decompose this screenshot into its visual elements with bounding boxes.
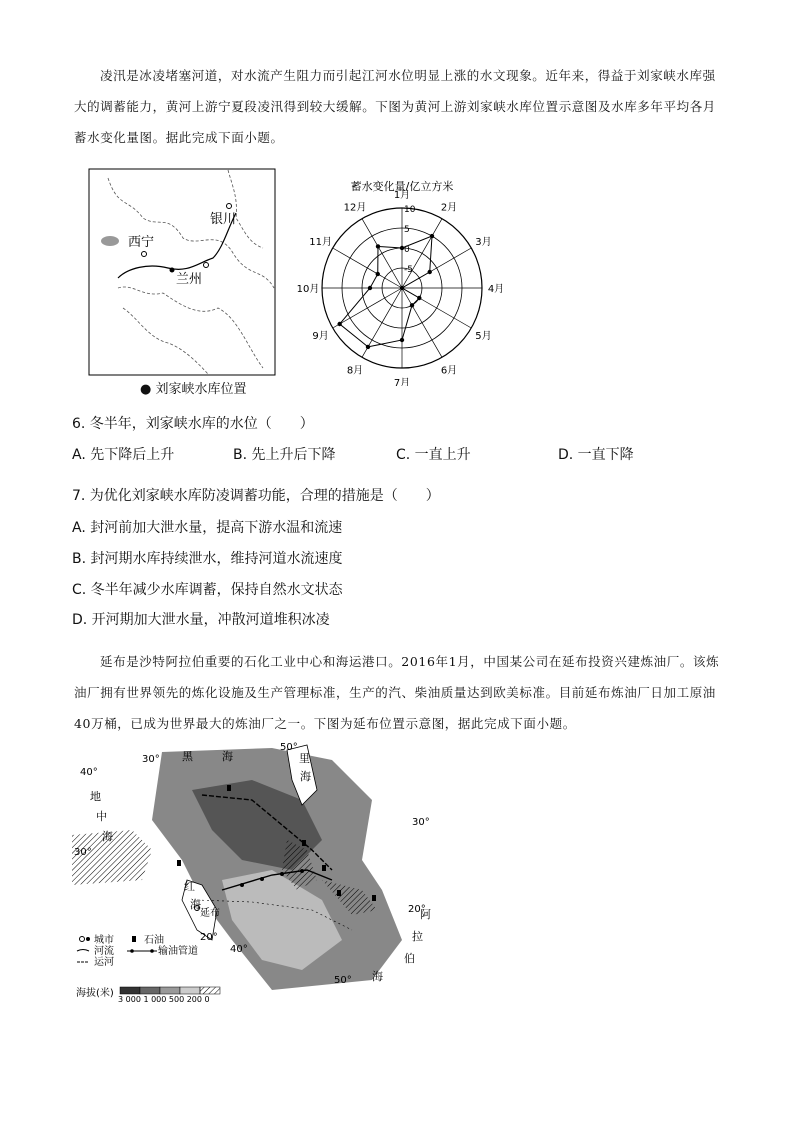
liujiaxia-location-map: [88, 168, 278, 380]
radar-tick-label: 0: [404, 245, 410, 255]
lat-label-3: 30°: [74, 847, 92, 858]
elevation-scale-bar: [120, 987, 220, 994]
arabian-sea-char-4: 海: [372, 970, 383, 983]
caspian-char-2: 海: [300, 770, 311, 783]
q7-option-b[interactable]: B. 封河期水库持续泄水，维持河道水流速度: [72, 551, 343, 567]
radar-point: [417, 296, 421, 300]
lon-label-2: 40°: [230, 944, 248, 955]
radar-spoke: [333, 248, 402, 288]
red-sea-char-2: 海: [190, 898, 201, 911]
elevation-scale-label: 海拔(米): [76, 988, 114, 999]
chart-title: 蓄水变化量/亿立方米: [350, 180, 454, 193]
lat-label-5: 20°: [408, 904, 426, 915]
radar-category-label: 5月: [475, 331, 492, 342]
radar-spoke: [333, 288, 402, 328]
radar-point: [428, 270, 432, 274]
q7-option-c[interactable]: C. 冬半年减少水库调蓄，保持自然水文状态: [72, 582, 343, 598]
q6-option-b[interactable]: B. 先上升后下降: [233, 447, 336, 463]
radar-category-label: 4月: [487, 284, 505, 295]
radar-category-label: 10月: [296, 284, 320, 295]
lat-label-4: 30°: [412, 817, 430, 828]
radar-spoke: [362, 219, 402, 288]
q7-option-d[interactable]: D. 开河期加大泄水量，冲散河道堆积冰凌: [72, 612, 330, 628]
passage-2: 延布是沙特阿拉伯重要的石化工业中心和海运港口。2016年1月，中国某公司在延布投资兴建炼油厂。该炼油厂拥有世界领先的炼化设施及生产管理标准，生产的汽、柴油质量达到欧美标准。目前延布炼油厂日加工原油40万桶，已成为世界最大的炼油厂之一。下图为延布位置示意图，据此完成下面小题。: [74, 654, 720, 731]
radar-category-label: 1月: [393, 190, 411, 201]
radar-point: [366, 345, 370, 349]
lanzhou-label: 兰州: [176, 272, 203, 287]
q6-option-a[interactable]: A. 先下降后上升: [72, 447, 175, 463]
black-sea-char-2: 海: [222, 750, 233, 763]
radar-category-label: 7月: [393, 378, 411, 386]
radar-category-label: 11月: [309, 237, 332, 248]
caspian-char-1: 里: [299, 752, 310, 765]
radar-point: [430, 234, 434, 238]
legend-city: 城市: [94, 935, 114, 946]
radar-point: [376, 272, 380, 276]
map1-caption: ● 刘家峡水库位置: [140, 382, 247, 397]
question-7-stem: 7. 为优化刘家峡水库防凌调蓄功能，合理的措施是（ ）: [72, 488, 440, 504]
radar-category-label: 6月: [440, 365, 458, 377]
radar-point: [337, 322, 341, 326]
med-char-1: 地: [90, 790, 101, 803]
lat-label-2: 40°: [80, 767, 98, 778]
arabian-sea-char-1: 阿: [420, 908, 431, 921]
passage-1: 凌汛是冰凌堵塞河道，对水流产生阻力而引起江河水位明显上涨的水文现象。近年来，得益于刘家峡水库强大的调蓄能力，黄河上游宁夏段凌汛得到较大缓解。下图为黄河上游刘家峡水库位置示意图及水库多年平均各月蓄水变化量图。据此完成下面小题。: [74, 68, 716, 145]
radar-category-label: 8月: [346, 365, 364, 377]
yanbu-location-map: [72, 740, 452, 1002]
legend-oil: 石油: [144, 935, 164, 946]
lat-label-6: 20°: [200, 932, 218, 943]
radar-spoke: [402, 288, 442, 357]
yinchuan-label: 银川: [210, 212, 237, 227]
black-sea-char-1: 黑: [182, 750, 193, 763]
red-sea-char-1: 红: [184, 880, 195, 893]
legend-pipeline: 输油管道: [158, 946, 198, 957]
elevation-scale-values: 3 000 1 000 500 200 0: [118, 995, 210, 1002]
radar-tick-label: 10: [404, 205, 416, 215]
radar-tick-label: -5: [404, 265, 413, 275]
radar-point: [400, 338, 404, 342]
q7-option-a[interactable]: A. 封河前加大泄水量，提高下游水温和流速: [72, 520, 343, 536]
med-char-3: 海: [102, 830, 113, 843]
xining-label: 西宁: [128, 235, 155, 250]
lon-label-3: 50°: [334, 975, 352, 986]
radar-category-label: 12月: [343, 202, 367, 214]
radar-point: [368, 286, 372, 290]
radar-point: [400, 246, 404, 250]
arabian-sea-char-2: 拉: [412, 930, 423, 943]
radar-category-label: 2月: [440, 202, 458, 214]
lon-label-1: 50°: [280, 742, 298, 753]
radar-tick-label: 5: [404, 225, 410, 235]
arabian-sea-char-3: 伯: [404, 952, 415, 965]
radar-point: [376, 244, 380, 248]
radar-point: [410, 303, 414, 307]
med-char-2: 中: [96, 810, 107, 823]
lat-label-1: 30°: [142, 754, 160, 765]
question-6-stem: 6. 冬半年，刘家峡水库的水位（ ）: [72, 416, 314, 432]
yanbu-label: 延布: [200, 908, 220, 919]
radar-category-label: 9月: [312, 331, 329, 342]
radar-category-label: 3月: [475, 237, 492, 248]
radar-ticks: [404, 205, 416, 275]
storage-change-radar-chart: [292, 176, 512, 386]
radar-point: [400, 286, 404, 290]
q6-option-c[interactable]: C. 一直上升: [396, 447, 471, 463]
q6-option-d[interactable]: D. 一直下降: [558, 447, 634, 463]
legend-river: 河流: [94, 946, 114, 957]
legend-canal: 运河: [94, 957, 114, 968]
